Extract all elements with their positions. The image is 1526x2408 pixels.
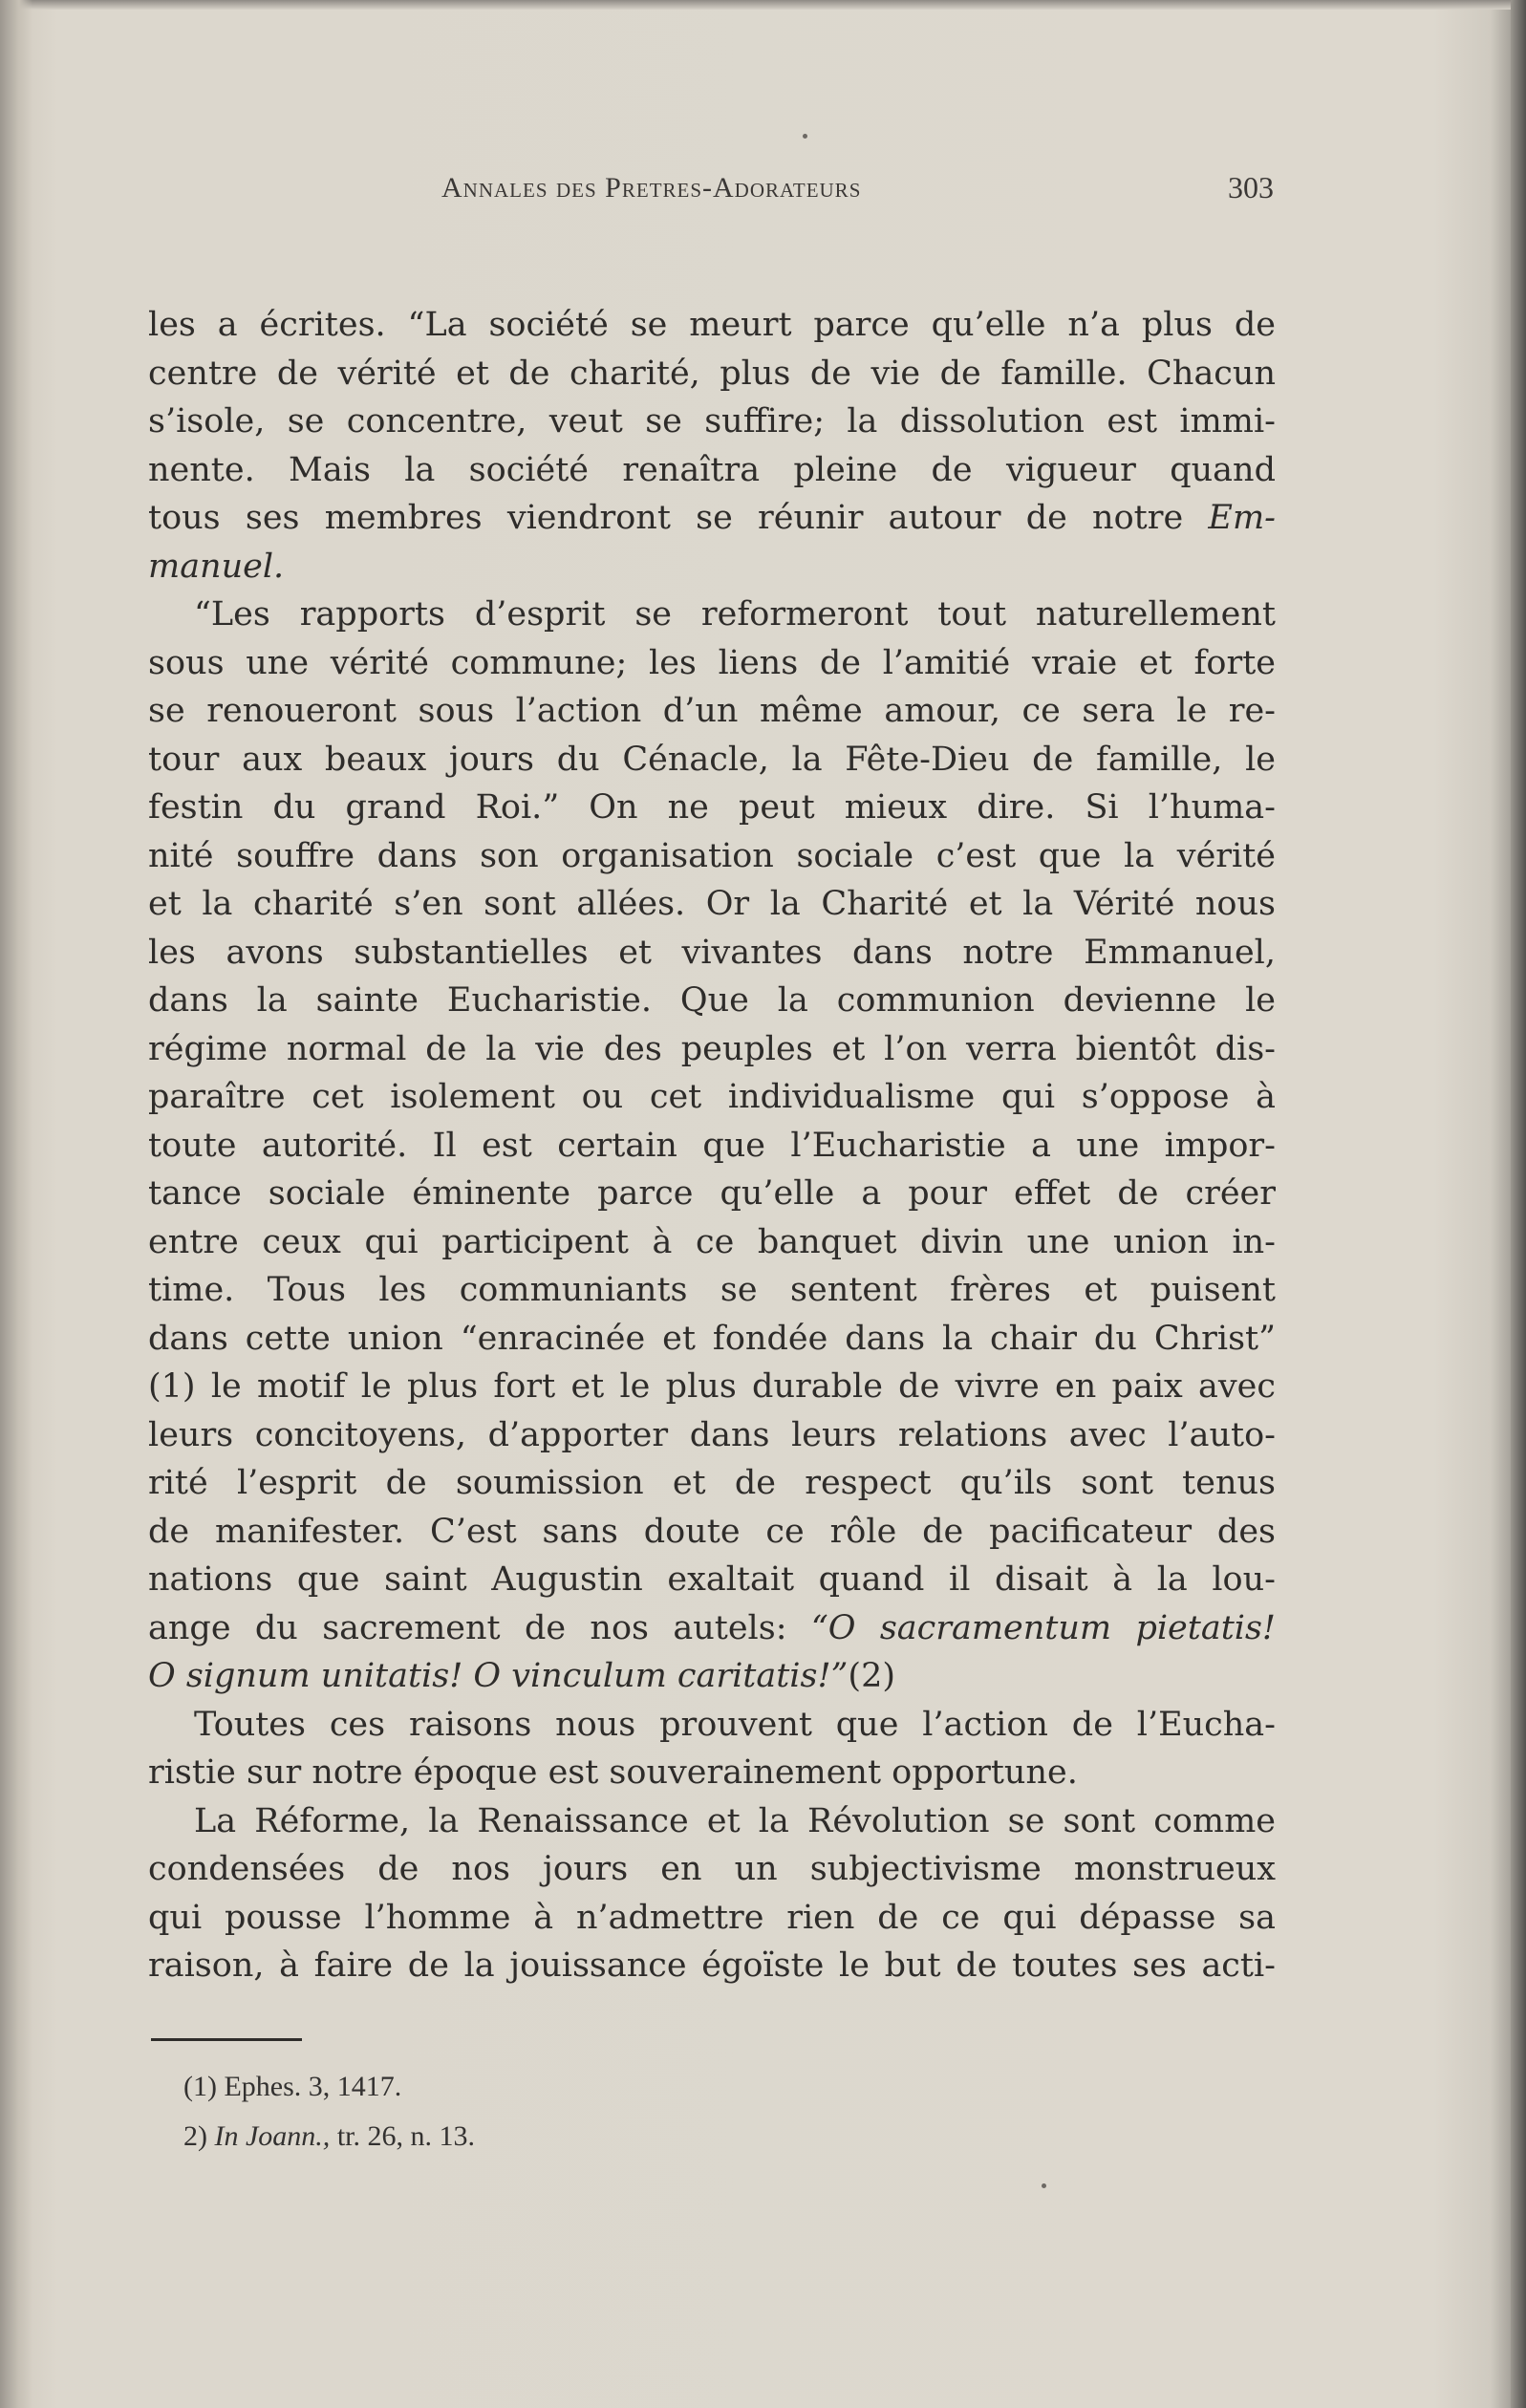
- text-line: paraître cet isolement ou cet individualisme qui s’oppose à: [148, 1078, 1276, 1116]
- text-line: ristie sur notre époque est souverainement opportune.: [148, 1753, 1078, 1792]
- page-gutter-shadow: [0, 0, 32, 2408]
- italic-text: In Joann.,: [214, 2120, 331, 2152]
- text-line: nité souffre dans son organisation sociale c’est que la vérité: [148, 836, 1276, 875]
- text-line: et la charité s’en sont allées. Or la Charité et la Vérité nous: [148, 885, 1276, 923]
- text-line: “Les rapports d’esprit se reformeront tout naturellement: [194, 595, 1276, 634]
- text-line: rité l’esprit de soumission et de respect qu’ils sont tenus: [148, 1464, 1276, 1502]
- text-line: [148, 543, 1276, 591]
- page-right-edge: [1511, 0, 1526, 2408]
- text-line: sous une vérité commune; les liens de l’amitié vraie et forte: [148, 643, 1276, 682]
- text-line: qui pousse l’homme à n’admettre rien de ce qui dépasse sa: [148, 1898, 1276, 1937]
- text-line: (1) le motif le plus fort et le plus durable de vivre en paix avec: [148, 1367, 1276, 1406]
- text-line: centre de vérité et de charité, plus de vie de famille. Chacun: [148, 354, 1276, 393]
- text-line: se renoueront sous l’action d’un même amour, ce sera le re-: [148, 692, 1276, 730]
- text-line: entre ceux qui participent à ce banquet divin une union in-: [148, 1222, 1276, 1261]
- page-top-edge: [0, 0, 1526, 10]
- body-text: [148, 301, 1276, 1990]
- text-segment: ange du sacrement de nos autels:: [148, 1608, 787, 1647]
- footnote-ref: (2): [848, 1657, 895, 1695]
- text-line: nations que saint Augustin exaltait quand il disait à la lou-: [148, 1560, 1276, 1599]
- text-line: régime normal de la vie des peuples et l’on verra bientôt dis-: [148, 1029, 1276, 1068]
- text-line: dans cette union “enracinée et fondée dans la chair du Christ”: [148, 1319, 1276, 1358]
- text-line: [148, 1604, 1276, 1653]
- text-line: [148, 494, 1276, 543]
- text-line: de manifester. C’est sans doute ce rôle de pacificateur des: [148, 1512, 1276, 1551]
- footnote-rule: [151, 2038, 302, 2041]
- text-line: La Réforme, la Renaissance et la Révolution se sont comme: [194, 1801, 1276, 1840]
- footnotes: [183, 2062, 475, 2161]
- footnote-number: 2): [183, 2120, 207, 2152]
- text-line: nente. Mais la société renaîtra pleine de vigueur quand: [148, 450, 1276, 489]
- text-line: tance sociale éminente parce qu’elle a pour effet de créer: [148, 1174, 1276, 1213]
- italic-text: manuel.: [148, 547, 285, 586]
- footnote-2: [183, 2112, 475, 2161]
- text-line: dans la sainte Eucharistie. Que la communion devienne le: [148, 981, 1276, 1020]
- text-line: tour aux beaux jours du Cénacle, la Fête-Dieu de famille, le: [148, 740, 1276, 779]
- text-line: festin du grand Roi.” On ne peut mieux dire. Si l’huma-: [148, 788, 1276, 827]
- footnote-text: tr. 26, n. 13.: [336, 2120, 475, 2152]
- text-line: les a écrites. “La société se meurt parce qu’elle n’a plus de: [148, 306, 1276, 344]
- running-title: Annales des Pretres-Adorateurs: [441, 172, 862, 204]
- italic-text: “O sacramentum pietatis!: [810, 1608, 1276, 1647]
- text-line: time. Tous les communiants se sentent frères et puisent: [148, 1271, 1276, 1309]
- italic-text: O signum unitatis! O vinculum caritatis!”: [148, 1657, 849, 1695]
- text-line: leurs concitoyens, d’apporter dans leurs relations avec l’auto-: [148, 1415, 1276, 1454]
- text-line: s’isole, se concentre, veut se suffire; la dissolution est immi-: [148, 402, 1276, 441]
- text-line: les avons substantielles et vivantes dans notre Emmanuel,: [148, 933, 1276, 972]
- page-number: 303: [1228, 170, 1274, 204]
- footnote-1: (1) Ephes. 3, 1417.: [183, 2071, 402, 2102]
- text-line: [148, 1652, 1276, 1701]
- text-line: Toutes ces raisons nous prouvent que l’action de l’Eucha-: [194, 1705, 1276, 1744]
- text-line: raison, à faire de la jouissance égoïste le but de toutes ses acti-: [148, 1946, 1276, 1985]
- paper-speck: [1042, 2183, 1046, 2188]
- text-segment: tous ses membres viendront se réunir autour de notre: [148, 499, 1184, 537]
- text-line: condensées de nos jours en un subjectivisme monstrueux: [148, 1850, 1276, 1888]
- paper-speck: [803, 134, 807, 139]
- italic-text: Em-: [1208, 499, 1276, 537]
- text-line: toute autorité. Il est certain que l’Eucharistie a une impor-: [148, 1126, 1276, 1165]
